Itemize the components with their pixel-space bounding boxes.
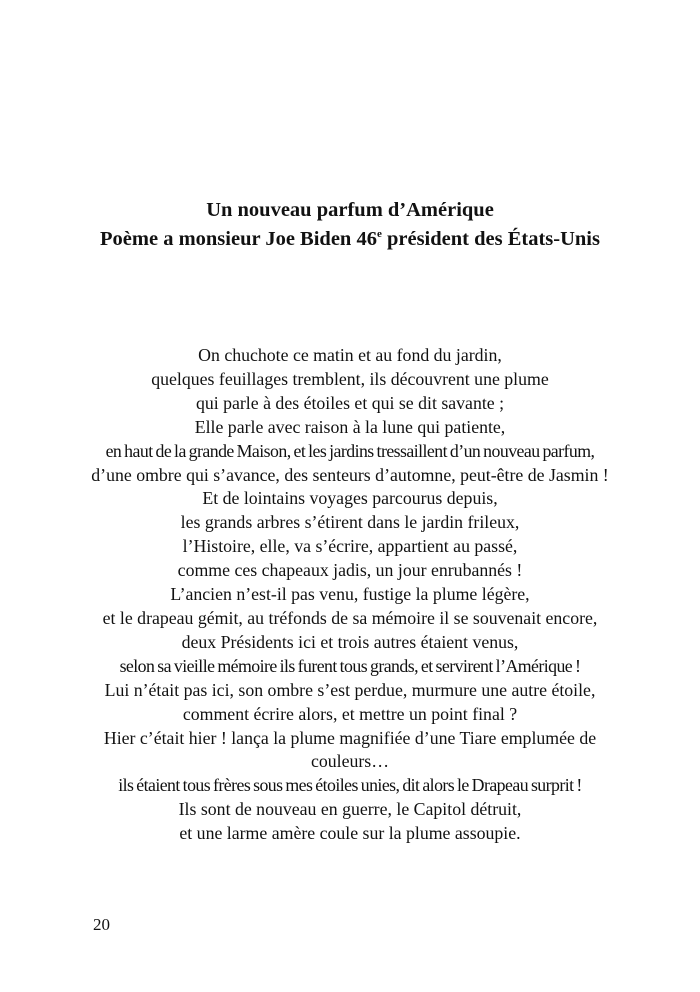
poem-line: Ils sont de nouveau en guerre, le Capitol détruit, (178, 799, 522, 820)
poem-line: l’Histoire, elle, va s’écrire, appartient au passé, (182, 536, 518, 557)
poem-line: en haut de la grande Maison, et les jardins tressaillent d’un nouveau parfum, (105, 440, 595, 461)
poem-title-block (0, 196, 700, 254)
poem-title: Un nouveau parfum d’Amérique (206, 199, 494, 221)
poem-line: qui parle à des étoiles et qui se dit savante ; (195, 392, 505, 413)
poem-line: comme ces chapeaux jadis, un jour enrubannés ! (177, 560, 523, 581)
poem-line: et le drapeau gémit, au tréfonds de sa mémoire il se souvenait encore, (102, 607, 598, 628)
page-number: 20 (93, 915, 110, 934)
poem-line: Et de lointains voyages parcourus depuis, (202, 488, 498, 509)
poem-subtitle (0, 225, 700, 254)
poem-line: Hier c’était hier ! lança la plume magnifiée d’une Tiare emplumée de (103, 727, 597, 748)
poem-line: quelques feuillages tremblent, ils découvrent une plume (151, 368, 549, 389)
poem-body (0, 344, 700, 846)
poem-line: On chuchote ce matin et au fond du jardin, (198, 345, 502, 365)
poem-line: couleurs… (310, 751, 390, 772)
poem-line: ils étaient tous frères sous mes étoiles unies, dit alors le Drapeau surprit ! (118, 775, 582, 796)
poem-line: selon sa vieille mémoire ils furent tous grands, et servirent l’Amérique ! (119, 655, 581, 676)
poem-line: comment écrire alors, et mettre un point final ? (182, 703, 518, 724)
poem-line: L’ancien n’est-il pas venu, fustige la plume légère, (170, 584, 530, 605)
subtitle-text-end: président des États-Unis (381, 228, 600, 250)
ordinal-superscript: e (376, 228, 382, 240)
poem-line: Lui n’était pas ici, son ombre s’est perdue, murmure une autre étoile, (104, 679, 596, 700)
poem-line: Elle parle avec raison à la lune qui patiente, (194, 416, 506, 437)
poem-line: d’une ombre qui s’avance, des senteurs d’automne, peut-être de Jasmin ! (91, 464, 609, 485)
subtitle-text-start: Poème a monsieur Joe Biden 46 (100, 228, 377, 250)
poem-line: les grands arbres s’étirent dans le jardin frileux, (180, 512, 520, 533)
poem-line: deux Présidents ici et trois autres étaient venus, (181, 631, 519, 652)
poem-line: et une larme amère coule sur la plume assoupie. (179, 823, 521, 844)
